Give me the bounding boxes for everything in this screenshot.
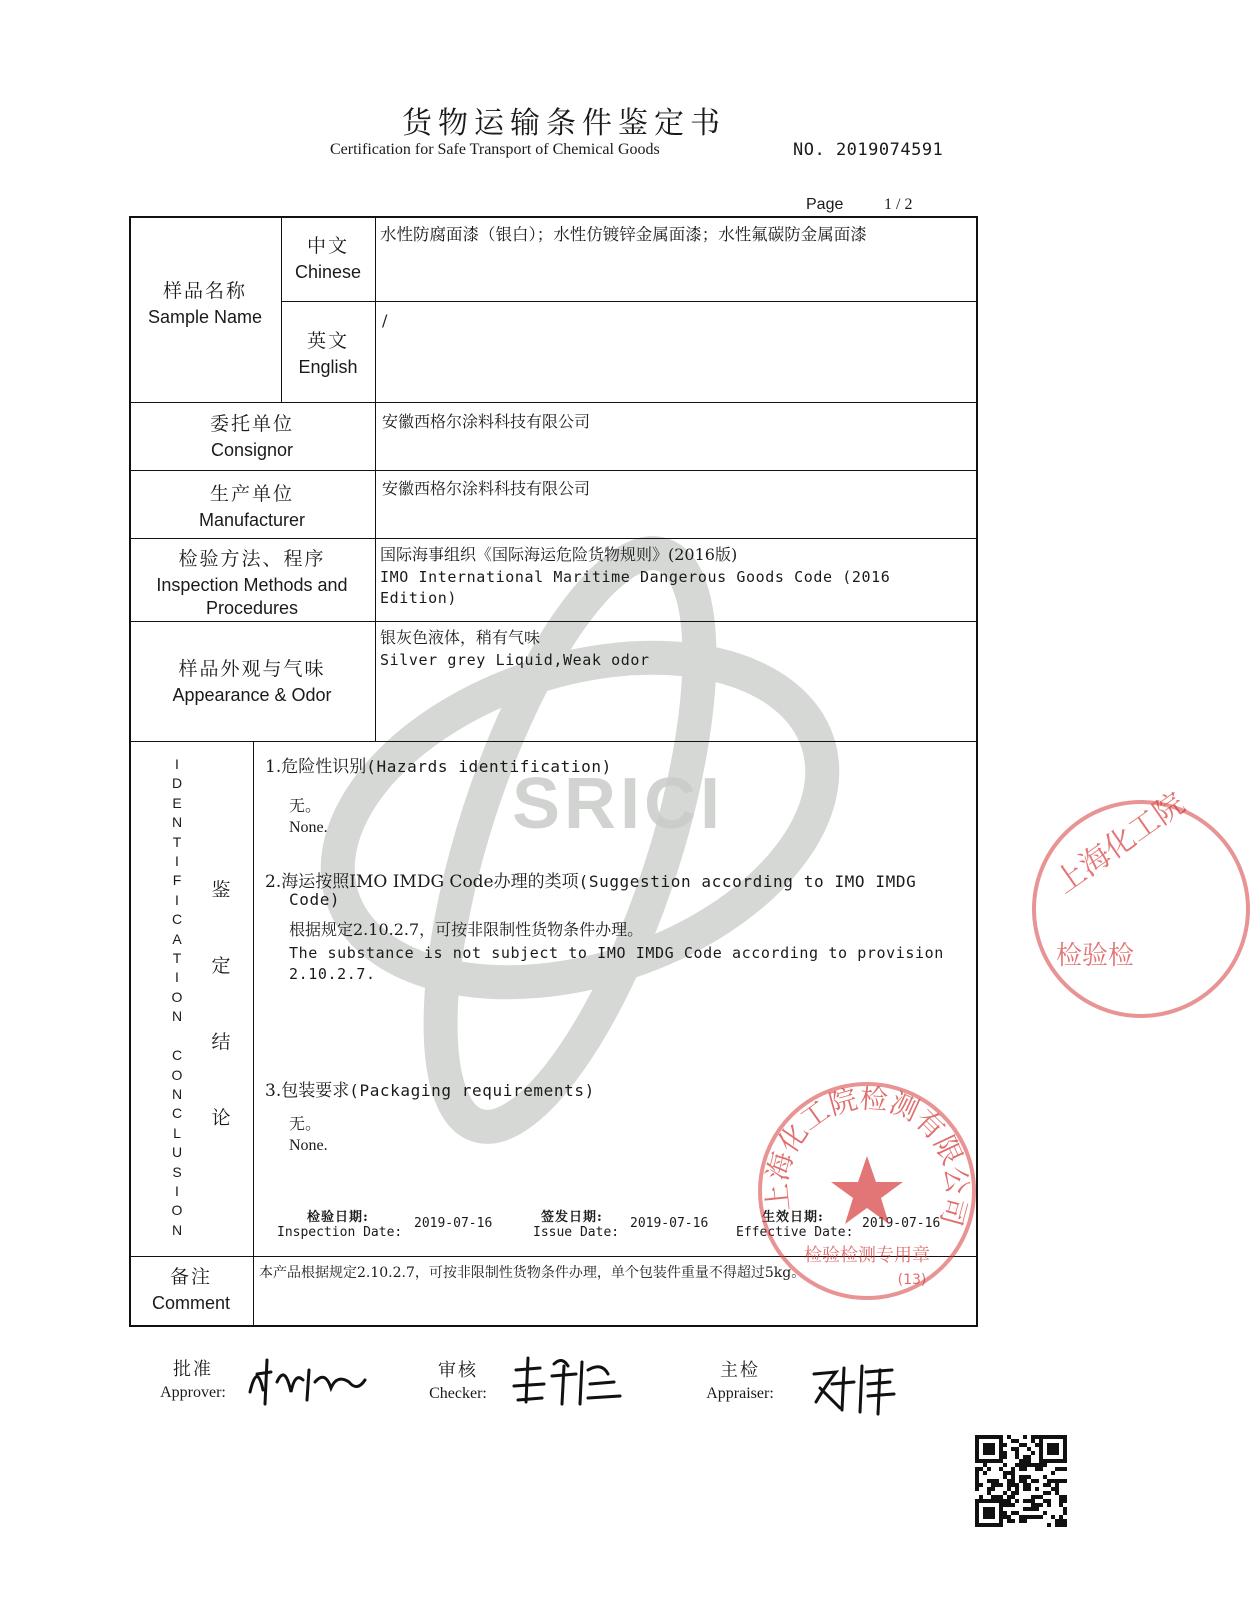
inspection-date-label-en: Inspection Date:: [277, 1225, 403, 1240]
seal-sub-text: 检验检测专用章: [804, 1245, 930, 1266]
appraiser-signature: [810, 1358, 900, 1418]
vertical-letter: O: [171, 988, 183, 1005]
vertical-letter: C: [171, 1047, 183, 1064]
vertical-letter: I: [175, 756, 179, 772]
inspection-methods-value-cn: 国际海事组织《国际海运危险货物规则》(2016版): [380, 545, 738, 564]
consignor-value: 安徽西格尔涂料科技有限公司: [382, 412, 591, 431]
appraiser-label-cn: 主检: [720, 1360, 760, 1381]
english-label: [281, 326, 375, 378]
checker-signature: [510, 1352, 625, 1412]
issue-date-value: 2019-07-16: [630, 1216, 709, 1231]
checker-label-cn: 审核: [438, 1360, 478, 1381]
side-seal-text: 上海化工院: [1048, 786, 1192, 901]
section-1-title-en: (Hazards identification): [366, 757, 612, 776]
manufacturer-label-cn: 生产单位: [209, 483, 294, 505]
vertical-letter: I: [175, 969, 179, 986]
row-divider: [129, 538, 978, 539]
inspection-methods-value-en-1: IMO International Maritime Dangerous Goods Code (2016: [380, 568, 891, 586]
section-2-heading: [265, 867, 916, 892]
sample-name-label-cn: 样品名称: [162, 280, 247, 302]
vertical-letter: O: [171, 1202, 183, 1219]
seal-arc-text: 上海化工院检测有限公司: [762, 1086, 972, 1230]
identification-conclusion-vertical-label-cn: [208, 852, 234, 1156]
section-2-body-cn: 根据规定2.10.2.7，可按非限制性货物条件办理。: [289, 920, 644, 939]
vertical-char-cn: 定: [211, 955, 231, 977]
approver-signature: [245, 1352, 370, 1412]
consignor-label: [129, 409, 375, 461]
manufacturer-label: [129, 479, 375, 531]
vertical-letter: U: [171, 1144, 183, 1161]
appearance-value-cn: 银灰色液体，稍有气味: [380, 628, 541, 647]
effective-date-label-en: Effective Date:: [736, 1225, 854, 1240]
vertical-letter: S: [172, 1163, 182, 1180]
manufacturer-label-en: Manufacturer: [198, 510, 306, 530]
seal-code-text: (13): [897, 1272, 927, 1288]
appearance-label-en: Appearance & Odor: [172, 685, 332, 705]
row-divider: [281, 301, 978, 302]
appearance-value-en: Silver grey Liquid,Weak odor: [380, 651, 650, 669]
document-subtitle: Certification for Safe Transport of Chemical Goods: [330, 141, 660, 158]
comment-label: [129, 1262, 253, 1314]
section-2-body-en-2: 2.10.2.7.: [289, 965, 376, 983]
appraiser-label-en: Appraiser:: [706, 1385, 774, 1402]
section-1-body-cn: 无。: [289, 796, 322, 815]
sample-name-english-value: /: [382, 311, 388, 330]
comment-label-en: Comment: [151, 1293, 231, 1313]
sample-name-label-en: Sample Name: [147, 307, 263, 327]
side-seal-stamp: [1032, 786, 1250, 1018]
inspection-date-value: 2019-07-16: [414, 1216, 493, 1231]
section-1-title-cn: 危险性识别: [281, 757, 367, 777]
effective-date-label-cn: 生效日期:: [762, 1210, 824, 1225]
row-divider: [129, 402, 978, 403]
section-1-number: 1.: [265, 757, 282, 777]
vertical-letter: T: [172, 950, 182, 967]
col-divider: [375, 216, 376, 741]
vertical-char-cn: 论: [211, 1107, 231, 1129]
vertical-letter: F: [172, 872, 182, 889]
col-divider: [253, 741, 254, 1327]
checker-label: [413, 1356, 503, 1403]
vertical-char-cn: 结: [211, 1031, 231, 1053]
approver-label-en: Approver:: [160, 1384, 226, 1401]
manufacturer-value: 安徽西格尔涂料科技有限公司: [382, 479, 591, 498]
vertical-letter: N: [171, 1085, 183, 1102]
vertical-letter: I: [175, 853, 179, 870]
company-seal-stamp: [758, 1082, 976, 1300]
english-label-cn: 英文: [306, 330, 349, 352]
section-3-heading: [265, 1076, 595, 1101]
chinese-label-cn: 中文: [306, 235, 349, 257]
inspection-methods-label-en-2: Procedures: [205, 598, 299, 618]
chinese-label: [281, 231, 375, 283]
section-3-title-cn: 包装要求: [281, 1081, 350, 1101]
vertical-letter: [168, 1027, 186, 1046]
section-1-body-en: None.: [289, 819, 328, 836]
section-2-number: 2.: [265, 872, 282, 892]
company-seal-graphic: [762, 1086, 972, 1296]
comment-value: 本产品根据规定2.10.2.7，可按非限制性货物条件办理，单个包装件重量不得超过5kg。: [259, 1265, 806, 1281]
vertical-letter: C: [171, 911, 183, 928]
inspection-methods-value-en-2: Edition): [380, 589, 458, 607]
vertical-letter: N: [171, 814, 183, 831]
vertical-letter: I: [175, 891, 179, 908]
vertical-letter: I: [175, 1182, 179, 1199]
watermark-text: SRICI: [512, 764, 725, 844]
issue-date-label-cn: 签发日期:: [541, 1210, 603, 1225]
comment-label-cn: 备注: [169, 1266, 212, 1288]
vertical-letter: C: [171, 1105, 183, 1122]
vertical-char-cn: 鉴: [211, 879, 231, 901]
vertical-letter: A: [172, 930, 182, 947]
effective-date-value: 2019-07-16: [862, 1216, 941, 1231]
row-divider: [129, 621, 978, 622]
inspection-methods-label-cn: 检验方法、程序: [178, 548, 326, 570]
vertical-letter: L: [173, 1124, 181, 1141]
vertical-letter: O: [171, 1066, 183, 1083]
vertical-letter: D: [171, 775, 183, 792]
inspection-methods-label-en-1: Inspection Methods and: [156, 575, 348, 595]
row-divider: [129, 741, 978, 742]
row-divider: [129, 470, 978, 471]
side-seal-graphic: [1036, 786, 1246, 1014]
vertical-letter: N: [171, 1221, 183, 1238]
appearance-label-cn: 样品外观与气味: [178, 658, 326, 680]
inspection-methods-label: [129, 544, 375, 619]
sample-name-label: [129, 276, 281, 328]
chinese-label-en: Chinese: [294, 262, 362, 282]
vertical-letter: N: [171, 1008, 183, 1025]
consignor-label-en: Consignor: [210, 440, 294, 460]
side-seal-sub-text: 检验检: [1056, 941, 1135, 971]
section-2-title-en-1: (Suggestion according to IMO IMDG: [578, 872, 917, 891]
issue-date-label: [533, 1206, 619, 1240]
vertical-letter: T: [172, 833, 182, 850]
consignor-label-cn: 委托单位: [209, 413, 294, 435]
approver-label: [148, 1355, 238, 1402]
section-3-number: 3.: [265, 1081, 282, 1101]
sample-name-chinese-value: 水性防腐面漆（银白）；水性仿镀锌金属面漆；水性氟碳防金属面漆: [380, 225, 867, 244]
appearance-label: [129, 654, 375, 706]
inspection-date-label: [277, 1206, 402, 1240]
appraiser-label: [690, 1356, 790, 1403]
qr-code[interactable]: [975, 1435, 1067, 1527]
issue-date-label-en: Issue Date:: [533, 1225, 620, 1240]
approver-label-cn: 批准: [173, 1359, 213, 1380]
english-label-en: English: [298, 357, 358, 377]
vertical-letter: E: [172, 794, 182, 811]
section-2-body-en-1: The substance is not subject to IMO IMDG Code according to provision: [289, 944, 944, 962]
section-3-body-en: None.: [289, 1137, 328, 1154]
inspection-date-label-cn: 检验日期:: [307, 1210, 369, 1225]
section-3-body-cn: 无。: [289, 1114, 322, 1133]
identification-conclusion-vertical-label: [168, 755, 186, 1240]
document-title: 货物运输条件鉴定书: [402, 106, 726, 141]
page-number: 1 / 2: [884, 196, 913, 213]
section-3-title-en: (Packaging requirements): [349, 1081, 595, 1100]
checker-label-en: Checker:: [429, 1385, 487, 1402]
row-divider: [129, 1256, 253, 1257]
section-1-heading: [265, 752, 612, 777]
certificate-number: NO. 2019074591: [793, 140, 944, 160]
section-2-title-cn: 海运按照IMO IMDG Code办理的类项: [281, 872, 579, 892]
page-label: Page: [806, 196, 844, 213]
section-2-title-en-2: Code): [289, 890, 341, 909]
